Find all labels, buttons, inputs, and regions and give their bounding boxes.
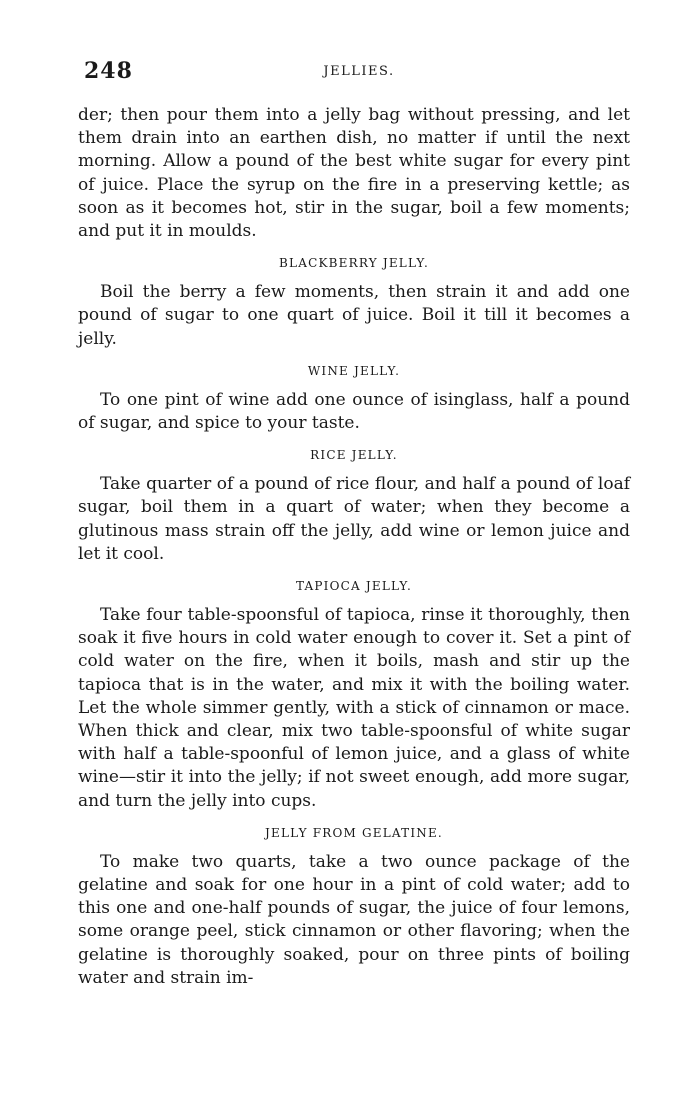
- recipe-tapioca-jelly: [78, 578, 630, 813]
- intro-paragraph: der; then pour them into a jelly bag without pressing, and let them drain into an earthen dish, no matter if until the next morning. Allow a pound of the best white sugar for every pint of juice. Place the syrup on the fire in a preserving kettle; as soon as it becomes hot, stir in the sugar, boil a few moments; and put it in moulds.: [78, 105, 630, 242]
- recipe-blackberry-jelly: [78, 255, 630, 351]
- running-head: JELLIES.: [323, 64, 395, 79]
- recipe-text: Take four table-spoonsful of tapioca, rinse it thoroughly, then soak it five hours in cold water enough to cover it. Set a pint of cold water on the fire, when it boils, mash and stir up the tapioca that is in the water, and mix it with the boiling water. Let the whole simmer gently, with a stick of cinnamon or mace. When thick and clear, mix two table-spoonsful of white sugar with half a table-spoonful of lemon juice, and a glass of white wine—stir it into the jelly; if not sweet enough, add more sugar, and turn the jelly into cups.: [78, 605, 630, 811]
- recipe-jelly-from-gelatine: [78, 825, 630, 990]
- recipe-text: To one pint of wine add one ounce of isinglass, half a pound of sugar, and spice to your taste.: [78, 389, 630, 434]
- recipe-title: RICE JELLY.: [310, 448, 398, 463]
- recipe-rice-jelly: [78, 447, 630, 566]
- recipe-title: TAPIOCA JELLY.: [295, 579, 413, 594]
- page-header: [84, 58, 634, 88]
- recipe-title: WINE JELLY.: [307, 363, 401, 378]
- recipe-title: JELLY FROM GELATINE.: [265, 825, 443, 840]
- recipe-text: To make two quarts, take a two ounce package of the gelatine and soak for one hour in a pint of cold water; add to this one and one-half pounds of sugar, the juice of four lemons, some orange peel, stick cinnamon or other flavoring; when the gelatine is thoroughly soaked, pour on three pints of boiling water and strain im-: [78, 851, 630, 988]
- recipe-text: Take quarter of a pound of rice flour, and half a pound of loaf sugar, boil them in a quart of water; when they become a glutinous mass strain off the jelly, add wine or lemon juice and let it cool.: [78, 474, 630, 564]
- recipe-wine-jelly: [78, 363, 630, 435]
- page-number: 248: [84, 58, 133, 84]
- page-body: [78, 104, 630, 990]
- recipe-text: Boil the berry a few moments, then strain it and add one pound of sugar to one quart of juice. Boil it till it becomes a jelly.: [78, 282, 630, 349]
- recipe-title: BLACKBERRY JELLY.: [279, 256, 429, 271]
